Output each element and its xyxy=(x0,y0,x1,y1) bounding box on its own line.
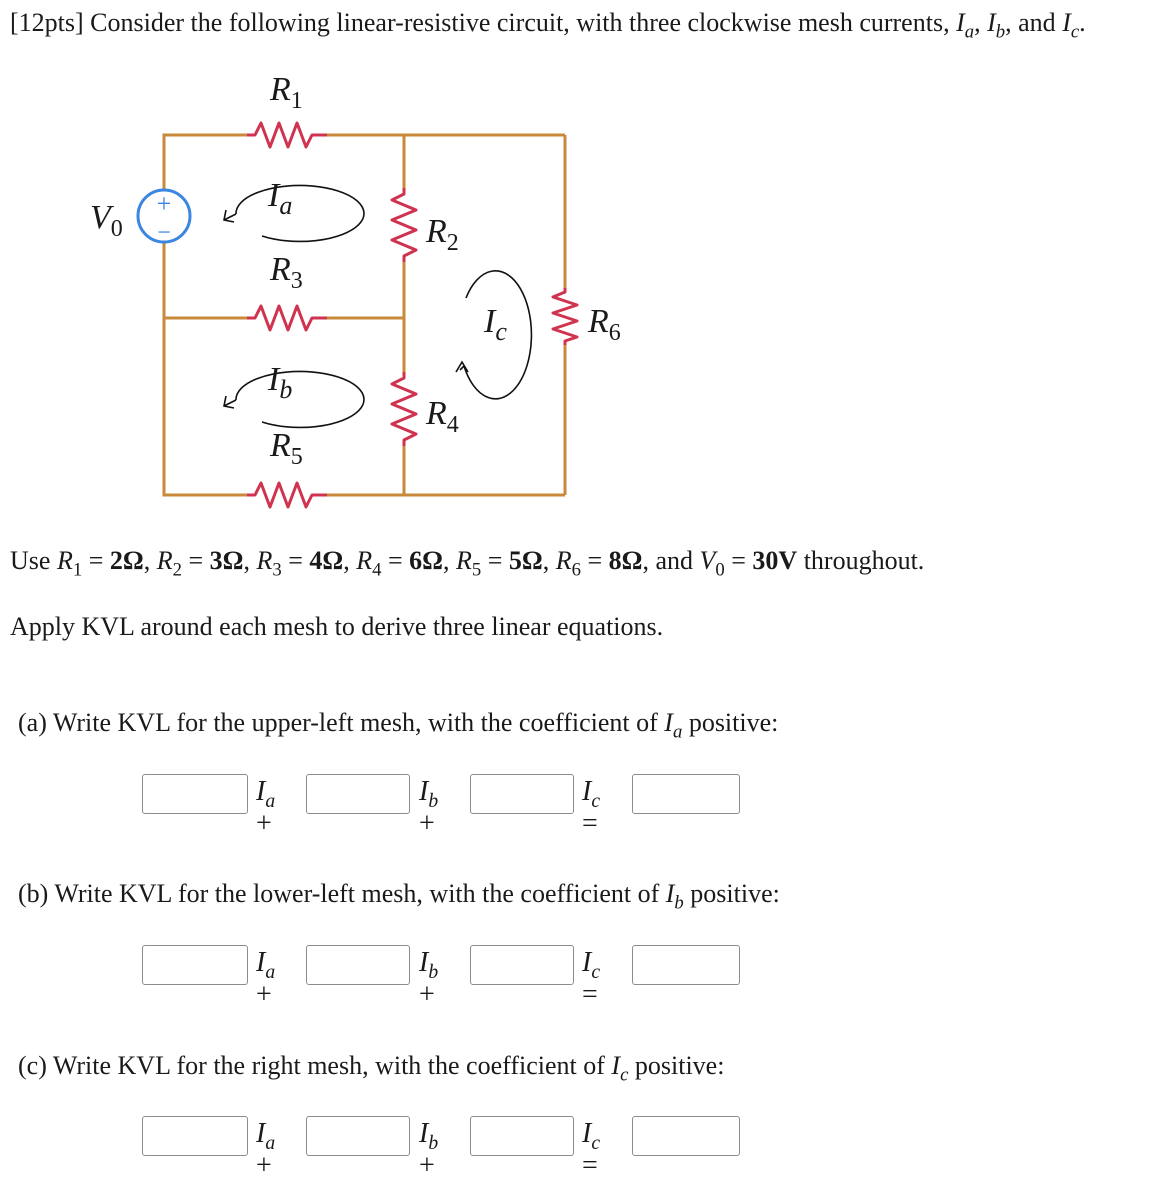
coef-ia-input-b[interactable] xyxy=(142,945,248,985)
term-ia-label: $I_a$ + xyxy=(256,1118,276,1181)
given-r6-sub: 6 xyxy=(571,559,581,581)
label-v0: $V_0$ xyxy=(90,199,123,242)
coef-ic-input-b[interactable] xyxy=(470,945,574,985)
source-plus: + xyxy=(156,189,172,218)
wire-left-lower xyxy=(164,243,247,495)
part-a-prompt xyxy=(18,708,779,743)
current-a-sub: a xyxy=(964,21,975,43)
intro-text: Consider the following linear-resistive circuit, with three clockwise mesh currents, xyxy=(90,8,950,37)
current-c-sep: . xyxy=(1079,8,1086,37)
wire-top-left xyxy=(164,135,247,190)
given-r6-sym: R xyxy=(555,546,572,575)
given-v0-val: 30V xyxy=(752,546,798,575)
given-v0-sym: V xyxy=(699,546,716,575)
rhs-input-a[interactable] xyxy=(632,774,740,814)
part-b-coef-sym: I xyxy=(665,879,675,908)
resistor-r4 xyxy=(392,372,416,446)
part-a-label: (a) xyxy=(18,708,47,737)
resistor-r5 xyxy=(247,483,327,507)
current-b-sub: b xyxy=(995,21,1006,43)
given-r5-sym: R xyxy=(455,546,472,575)
part-b-prompt xyxy=(18,879,780,914)
coef-ib-input-b[interactable] xyxy=(306,945,410,985)
term-ic-label: $I_c$ = xyxy=(582,776,601,839)
instruction: Apply KVL around each mesh to derive three linear equations. xyxy=(10,612,664,641)
given-r4-sub: 4 xyxy=(372,559,382,581)
voltage-source xyxy=(138,189,190,246)
part-c-tail: positive: xyxy=(634,1051,725,1080)
current-b-symbol: I xyxy=(987,8,996,37)
label-r4: $R_4$ xyxy=(426,395,459,438)
term-ia-label: $I_a$ + xyxy=(256,947,276,1010)
part-c-label: (c) xyxy=(18,1051,47,1080)
label-r2: $R_2$ xyxy=(426,213,459,256)
resistor-r1 xyxy=(247,123,327,147)
part-b-tail: positive: xyxy=(690,879,780,908)
loop-a-arrow xyxy=(224,210,236,222)
rhs-input-b[interactable] xyxy=(632,945,740,985)
given-v0-sub: 0 xyxy=(715,559,725,581)
part-c-coef-sub: c xyxy=(620,1064,629,1086)
loop-a xyxy=(236,185,364,241)
coef-ic-input-c[interactable] xyxy=(470,1116,574,1156)
loop-b xyxy=(236,371,364,427)
current-a-symbol: I xyxy=(956,8,965,37)
part-a-tail: positive: xyxy=(688,708,779,737)
given-and: , and xyxy=(642,546,693,575)
given-r3-sub: 3 xyxy=(272,559,282,581)
given-r1-sub: 1 xyxy=(72,559,83,581)
coef-ia-input-c[interactable] xyxy=(142,1116,248,1156)
part-a-coef-sub: a xyxy=(672,721,683,743)
given-r5-val: 5Ω xyxy=(508,546,543,575)
current-c-symbol: I xyxy=(1062,8,1071,37)
label-ib: $I_b$ xyxy=(268,361,293,404)
given-r1-val: 2Ω xyxy=(109,546,144,575)
current-b-sep: , and xyxy=(1005,8,1063,37)
part-c-prompt xyxy=(18,1051,725,1086)
given-r3-sym: R xyxy=(256,546,273,575)
given-r3-val: 4Ω xyxy=(309,546,344,575)
term-ic-label: $I_c$ = xyxy=(582,1118,601,1181)
label-ic: $I_c$ xyxy=(484,303,507,346)
current-a-sep: , xyxy=(974,8,988,37)
coef-ia-input-a[interactable] xyxy=(142,774,248,814)
label-r3: $R_3$ xyxy=(270,251,303,294)
wires xyxy=(164,135,565,495)
given-r1-sym: R xyxy=(56,546,73,575)
given-r6-val: 8Ω xyxy=(608,546,643,575)
resistor-r3 xyxy=(247,306,327,330)
rhs-input-c[interactable] xyxy=(632,1116,740,1156)
loop-c-arrow xyxy=(456,362,468,372)
term-ib-label: $I_b$ + xyxy=(419,1118,439,1181)
circuit-diagram xyxy=(0,0,1174,540)
part-c-text: Write KVL for the right mesh, with the coefficient of xyxy=(52,1051,605,1080)
term-ia-label: $I_a$ + xyxy=(256,776,276,839)
given-r2-val: 3Ω xyxy=(209,546,244,575)
part-c-coef-sym: I xyxy=(611,1051,621,1080)
resistor-r6 xyxy=(553,288,577,345)
given-r5-sub: 5 xyxy=(471,559,482,581)
label-ia: $I_a$ xyxy=(268,177,293,220)
term-ib-label: $I_b$ + xyxy=(419,776,439,839)
given-tail: throughout. xyxy=(803,546,925,575)
given-use: Use xyxy=(10,546,51,575)
part-b-label: (b) xyxy=(18,879,49,908)
resistor-r2 xyxy=(392,188,416,262)
coef-ic-input-a[interactable] xyxy=(470,774,574,814)
coef-ib-input-c[interactable] xyxy=(306,1116,410,1156)
term-ib-label: $I_b$ + xyxy=(419,947,439,1010)
label-r6: $R_6$ xyxy=(588,303,621,346)
part-a-text: Write KVL for the upper-left mesh, with the coefficient of xyxy=(52,708,658,737)
source-minus: − xyxy=(157,220,171,246)
given-r4-sym: R xyxy=(356,546,373,575)
part-b-coef-sub: b xyxy=(674,892,684,914)
given-r2-sub: 2 xyxy=(172,559,182,581)
part-b-text: Write KVL for the lower-left mesh, with the coefficient of xyxy=(54,879,660,908)
current-c-sub: c xyxy=(1070,21,1080,43)
part-a-coef-sym: I xyxy=(664,708,673,737)
coef-ib-input-a[interactable] xyxy=(306,774,410,814)
label-r1: $R_1$ xyxy=(270,71,303,114)
term-ic-label: $I_c$ = xyxy=(582,947,601,1010)
points-label: [12pts] xyxy=(10,8,84,37)
loop-b-arrow xyxy=(224,396,236,408)
label-r5: $R_5$ xyxy=(270,427,303,470)
circuit-labels xyxy=(90,71,621,470)
given-r2-sym: R xyxy=(156,546,173,575)
given-r4-val: 6Ω xyxy=(409,546,443,575)
given-values: Use $R_1 = 2\Omega$, $R_2 = 3\Omega$, $R_3 = 4\Omega$, $R_4 = 6\Omega$, $R_5 = 5\Omega$, $R_6 = 8\Omega$, and $V_0 = 30V$ throughout. xyxy=(10,546,925,581)
